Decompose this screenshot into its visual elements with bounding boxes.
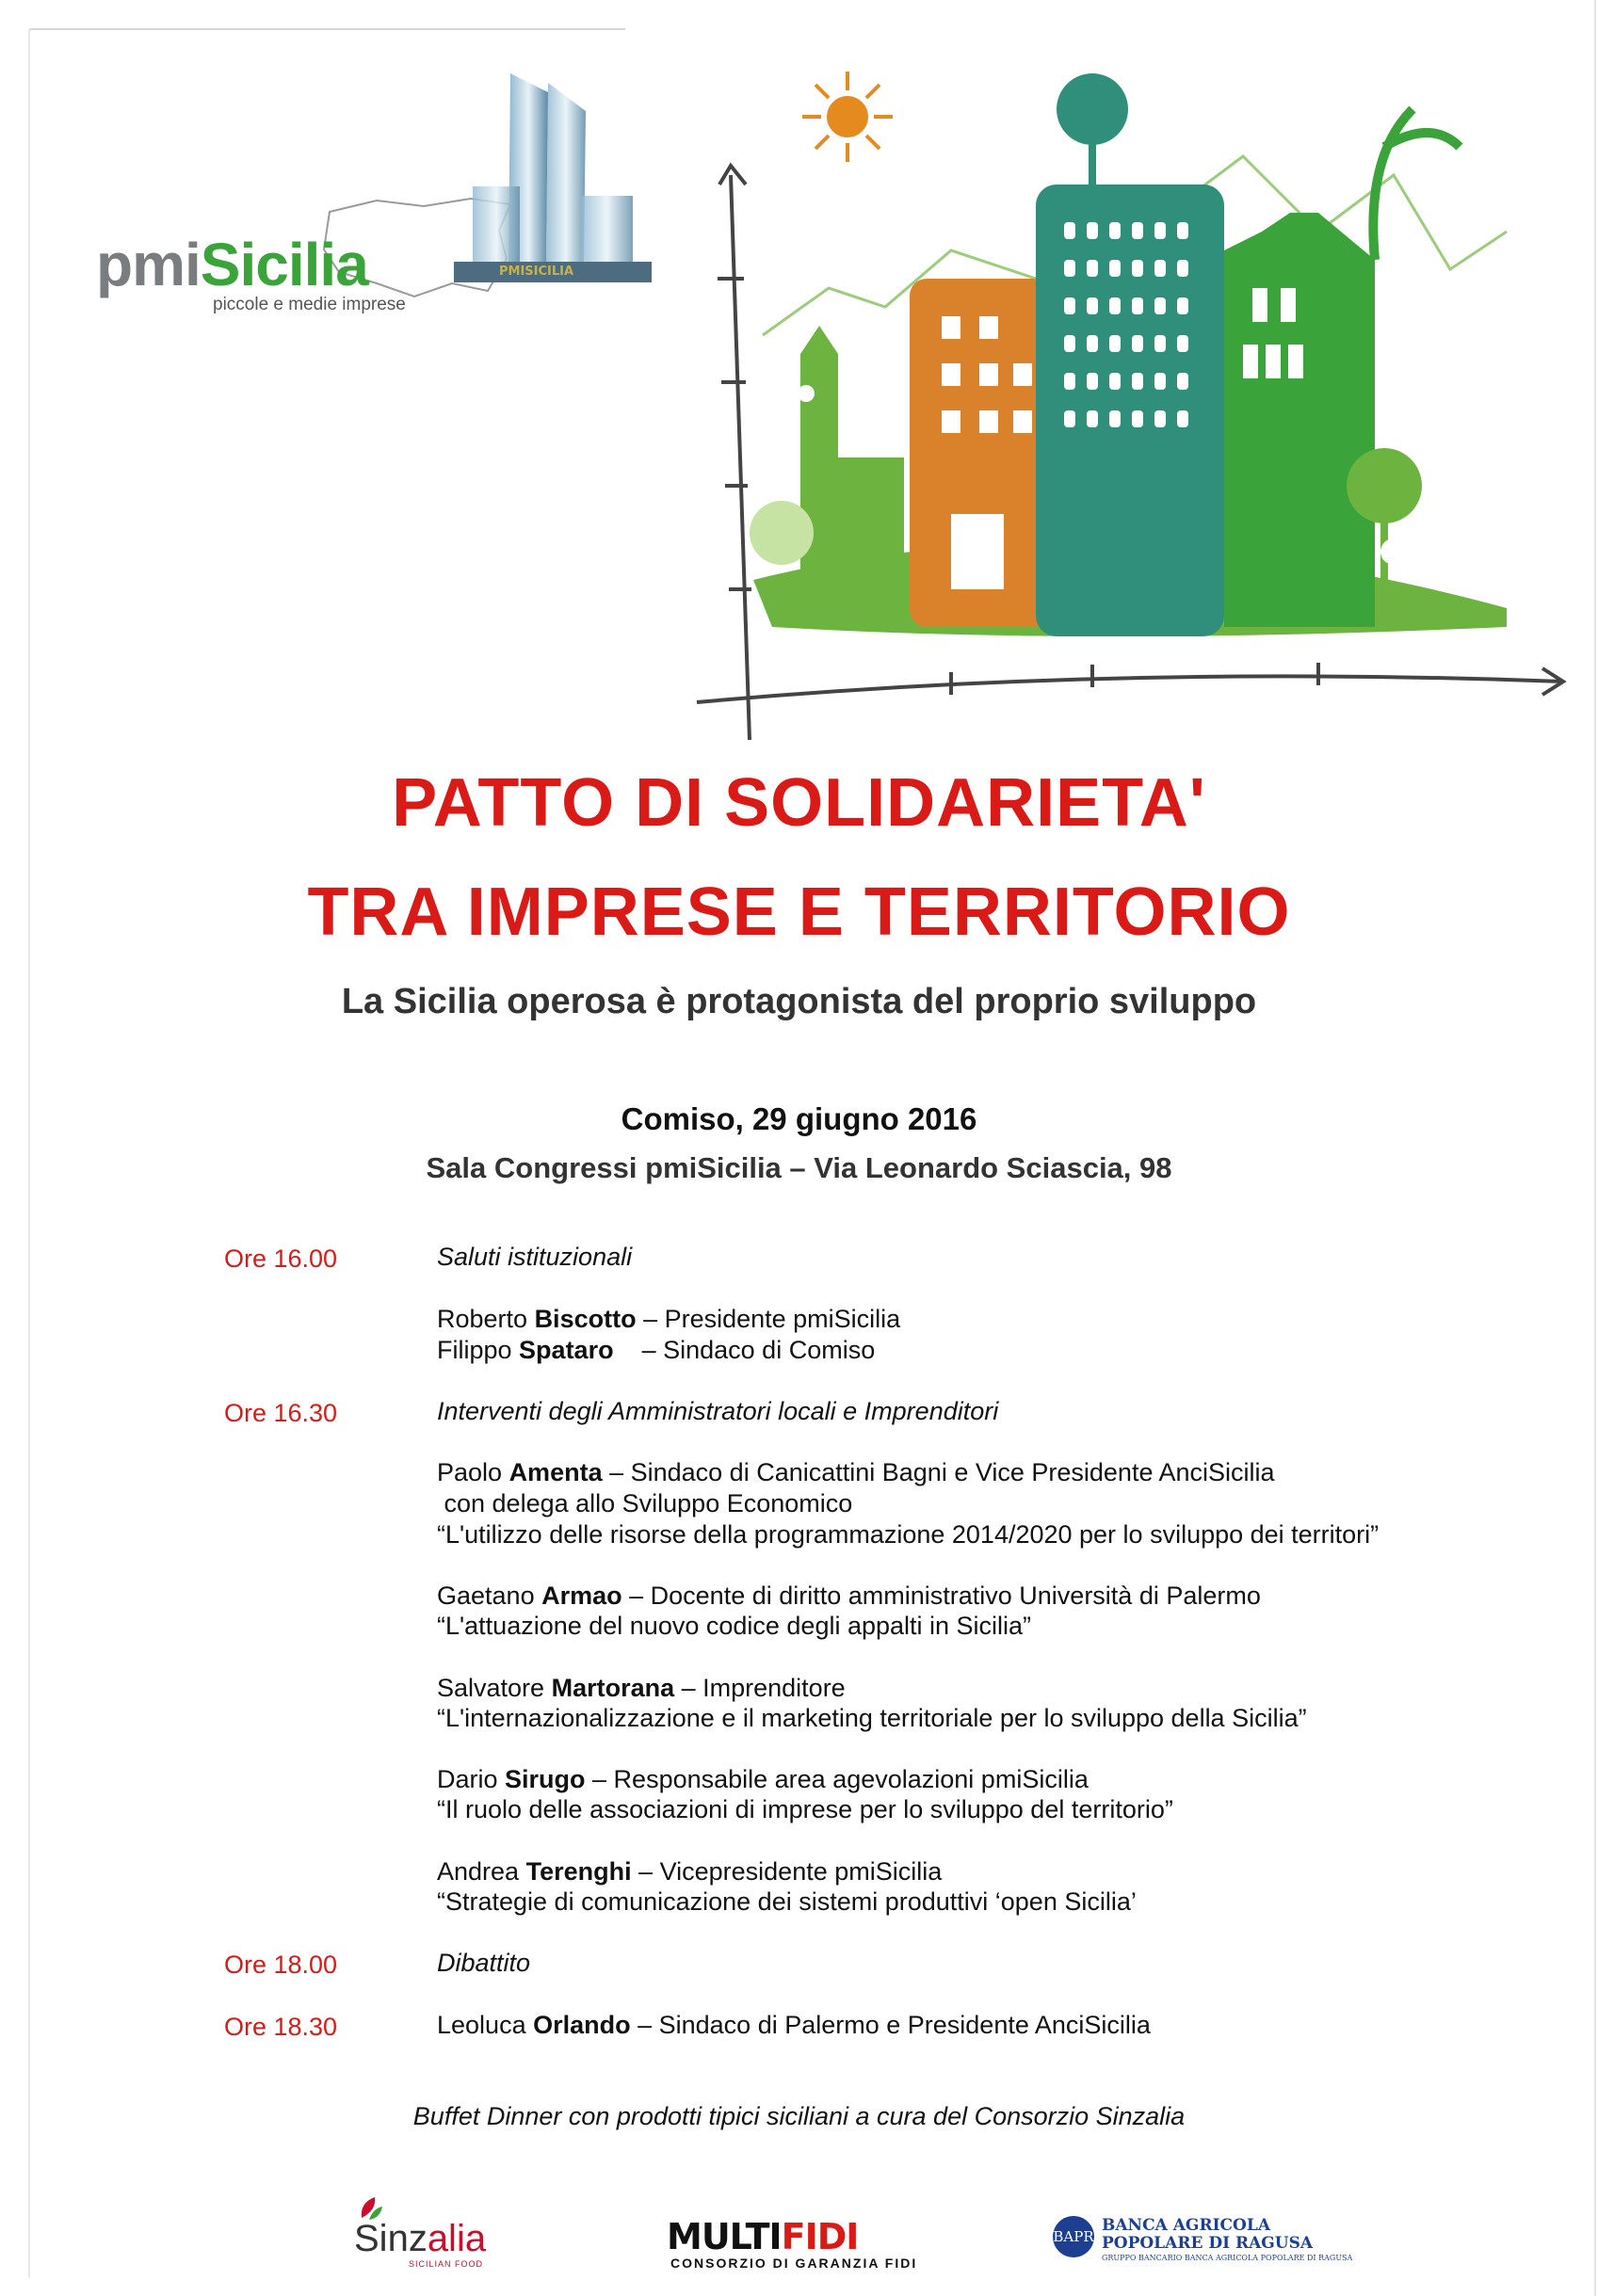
- speaker-line: Gaetano Armao – Docente di diritto amministrativo Università di Palermo: [437, 1582, 1261, 1610]
- talk-title: “L'utilizzo delle risorse della programmazione 2014/2020 per lo sviluppo dei territori”: [437, 1520, 1380, 1549]
- speaker-line: Andrea Terenghi – Vicepresidente pmiSicilia: [437, 1857, 943, 1886]
- talk-title: “L'internazionalizzazione e il marketing territoriale per lo sviluppo della Sicilia”: [437, 1704, 1307, 1732]
- event-date: Comiso, 29 giugno 2016: [621, 1101, 977, 1136]
- buffet-note: Buffet Dinner con prodotti tipici siciliani a cura del Consorzio Sinzalia: [412, 2102, 1186, 2130]
- program-item: Saluti istituzionali: [437, 1243, 633, 1271]
- speaker-line: Salvatore Martorana – Imprenditore: [437, 1674, 846, 1702]
- event-venue: Sala Congressi pmiSicilia – Via Leonardo Sciascia, 98: [426, 1151, 1172, 1184]
- speaker-line: Paolo Amenta – Sindaco di Canicattini Bagni e Vice Presidente AnciSicilia: [437, 1458, 1275, 1486]
- event-title-line1: PATTO DI SOLIDARIETA': [392, 765, 1206, 841]
- sinzalia-logo: Sinzalia SICILIAN FOOD: [348, 2193, 537, 2269]
- event-subtitle: La Sicilia operosa è protagonista del proprio sviluppo: [341, 982, 1257, 1021]
- svg-text:PMISICILIA: PMISICILIA: [499, 265, 574, 279]
- banca-agricola-logo: BAPR BANCA AGRICOLA POPOLARE DI RAGUSA GRUPPO BANCARIO BANCA AGRICOLA POPOLARE DI RAGUSA: [1053, 2216, 1353, 2262]
- glass-tower-image: [454, 73, 652, 299]
- city-growth-illustration: [640, 43, 1573, 759]
- speaker-line: Filippo Spataro – Sindaco di Comiso: [437, 1336, 876, 1364]
- brand-tagline: piccole e medie imprese: [213, 295, 406, 314]
- event-title-line2: TRA IMPRESE E TERRITORIO: [307, 875, 1291, 950]
- frame-line: [1594, 0, 1596, 2296]
- pmisicilia-logo: [94, 193, 443, 315]
- talk-title: “Strategie di comunicazione dei sistemi produttivi ‘open Sicilia’: [437, 1887, 1137, 1916]
- speaker-role-line: con delega allo Sviluppo Economico: [437, 1489, 853, 1517]
- time-label: Ore 16.30: [224, 1399, 338, 1427]
- time-label: Ore 16.00: [224, 1244, 338, 1273]
- speaker-line: Leoluca Orlando – Sindaco di Palermo e Presidente AnciSicilia: [437, 2011, 1151, 2039]
- talk-title: “Il ruolo delle associazioni di imprese per lo sviluppo del territorio”: [437, 1795, 1173, 1823]
- multifidi-logo: MULTIFIDI CONSORZIO DI GARANZIA FIDI: [667, 2216, 918, 2271]
- brand-wordmark: pmiSicilia: [96, 231, 368, 298]
- frame-line: [28, 28, 625, 30]
- bapr-mark: BAPR: [1053, 2216, 1094, 2257]
- talk-title: “L'attuazione del nuovo codice degli appalti in Sicilia”: [437, 1612, 1032, 1640]
- speaker-line: Dario Sirugo – Responsabile area agevolazioni pmiSicilia: [437, 1765, 1089, 1793]
- speaker-line: Roberto Biscotto – Presidente pmiSicilia: [437, 1305, 901, 1333]
- time-label: Ore 18.00: [224, 1951, 338, 1979]
- program-item: Dibattito: [437, 1949, 531, 1977]
- program-item: Interventi degli Amministratori locali e Imprenditori: [437, 1397, 999, 1425]
- time-label: Ore 18.30: [224, 2013, 338, 2041]
